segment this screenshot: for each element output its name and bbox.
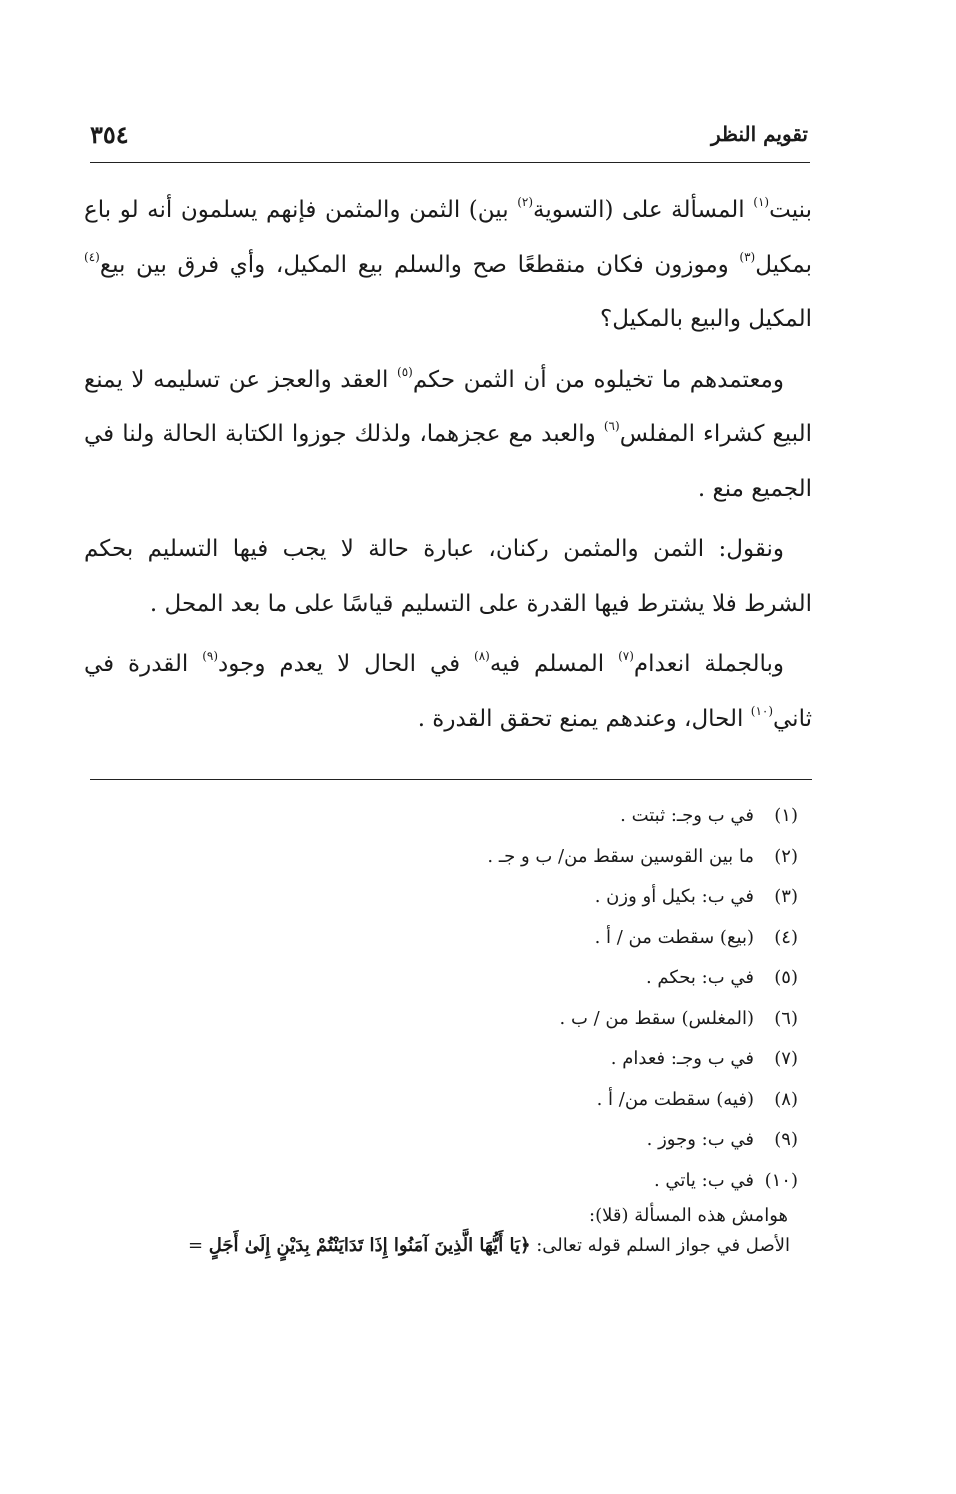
continuation-mark: = [187, 1235, 209, 1256]
text-segment: القدرة في ثاني [84, 651, 812, 732]
footnote-number: (٤) [774, 926, 798, 948]
main-text [84, 183, 812, 752]
footnote-list [70, 796, 814, 1201]
footnote-number: (٦) [774, 1007, 798, 1029]
footnote-marker: (٣) [739, 249, 756, 264]
footnote-marker: (٤) [84, 249, 100, 264]
footnote [70, 958, 814, 999]
text-segment: العقد والعجز عن تسليمه لا يمنع البيع كشراء المفلس [84, 366, 812, 447]
body-paragraph [84, 637, 812, 746]
footnote [70, 918, 814, 959]
footnote-number: (١٠) [764, 1169, 798, 1191]
footnote-text: (المغلس) سقط من / ب . [559, 1007, 754, 1029]
running-title: تقويم النظر [711, 122, 808, 146]
page-header [90, 118, 808, 158]
footnote-text: في ب: وجوز . [646, 1129, 754, 1150]
page-number: ٣٥٤ [90, 120, 129, 149]
footnote-marker: (٦) [603, 419, 620, 433]
footnote [70, 877, 814, 918]
footnotes-block [70, 796, 814, 1261]
footnote-marker: (٨) [474, 649, 490, 663]
body-paragraph [84, 522, 812, 631]
footnote [70, 999, 814, 1040]
text-segment: المسلم فيه [489, 651, 619, 677]
footnote-marker: (١٠) [750, 703, 774, 718]
footnote-text: في ب: بحكم . [645, 967, 754, 988]
text-segment: بنيت [769, 197, 812, 223]
text-segment: ونقول: الثمن والمثمن ركنان، عبارة حالة لا يجب فيها التسليم بحكم الشرط فلا يشترط فيها القدرة على التسليم قياسًا على ما بعد المحل . [84, 536, 812, 617]
footnote-divider [90, 779, 812, 780]
footnote [70, 1120, 814, 1161]
footnote [70, 796, 814, 837]
footnote-text: في ب وجـ: فعدام . [610, 1048, 754, 1069]
appendix-line [70, 1231, 814, 1261]
body-paragraph [84, 183, 812, 347]
text-segment: المكيل والبيع بالمكيل؟ [600, 306, 812, 332]
footnote-number: (٨) [774, 1088, 798, 1110]
appendix-line-start: الأصل في جواز السلم قوله تعالى: [530, 1235, 790, 1256]
text-segment: وموزون فكان منقطعًا صح والسلم بيع المكيل، وأي فرق بين بيع [99, 251, 740, 278]
footnote-number: (٢) [774, 845, 798, 867]
text-segment: في الحال لا يعدم وجود [218, 651, 475, 677]
text-segment: ومعتمدهم ما تخيلوه من أن الثمن حكم [412, 366, 784, 393]
footnote-number: (٣) [774, 886, 798, 907]
text-segment: المسألة على (التسوية [533, 197, 754, 223]
footnote-text: (بيع) سقطت من / أ . [594, 926, 754, 948]
header-divider [90, 162, 810, 163]
footnote [70, 1161, 814, 1202]
appendix-heading: هوامش هذه المسألة (قلا): [589, 1205, 788, 1226]
footnote-number: (٩) [774, 1129, 798, 1150]
footnote-marker: (٧) [618, 649, 634, 663]
footnote-number: (٧) [774, 1048, 798, 1069]
footnote [70, 1080, 814, 1121]
footnote-text: (فيه) سقطت من/ أ . [596, 1088, 754, 1110]
quran-verse: ﴿يَا أَيُّهَا الَّذِينَ آمَنُوا إِذَا تَدَايَنْتُمْ بِدَيْنٍ إِلَىٰ أَجَلٍ [208, 1235, 531, 1256]
footnote [70, 837, 814, 878]
footnote-text: في ب: ياتي . [653, 1169, 754, 1191]
footnote-text: في ب وجـ: ثبتت . [620, 805, 754, 826]
footnote-text: في ب: بكيل أو وزن . [594, 886, 754, 907]
footnote-number: (١) [774, 805, 798, 826]
text-segment: والعبد مع عجزهما، ولذلك جوزوا الكتابة الحالة ولنا في الجميع منع . [84, 421, 812, 502]
footnote-number: (٥) [774, 967, 798, 988]
footnote [70, 1039, 814, 1080]
footnote-marker: (٩) [202, 649, 219, 663]
footnote-marker: (٥) [397, 364, 413, 379]
text-segment: وبالجملة انعدام [633, 651, 784, 677]
body-paragraph [84, 353, 812, 517]
text-segment: الحال، وعندهم يمنع تحقق القدرة . [417, 705, 751, 732]
footnote-marker: (٢) [517, 195, 534, 209]
footnote-text: ما بين القوسين سقط من/ ب و جـ . [487, 845, 754, 867]
text-segment: بين) الثمن والمثمن فإنهم يسلمون أنه لو باع بمكيل [84, 197, 812, 278]
footnote-marker: (١) [753, 195, 770, 209]
